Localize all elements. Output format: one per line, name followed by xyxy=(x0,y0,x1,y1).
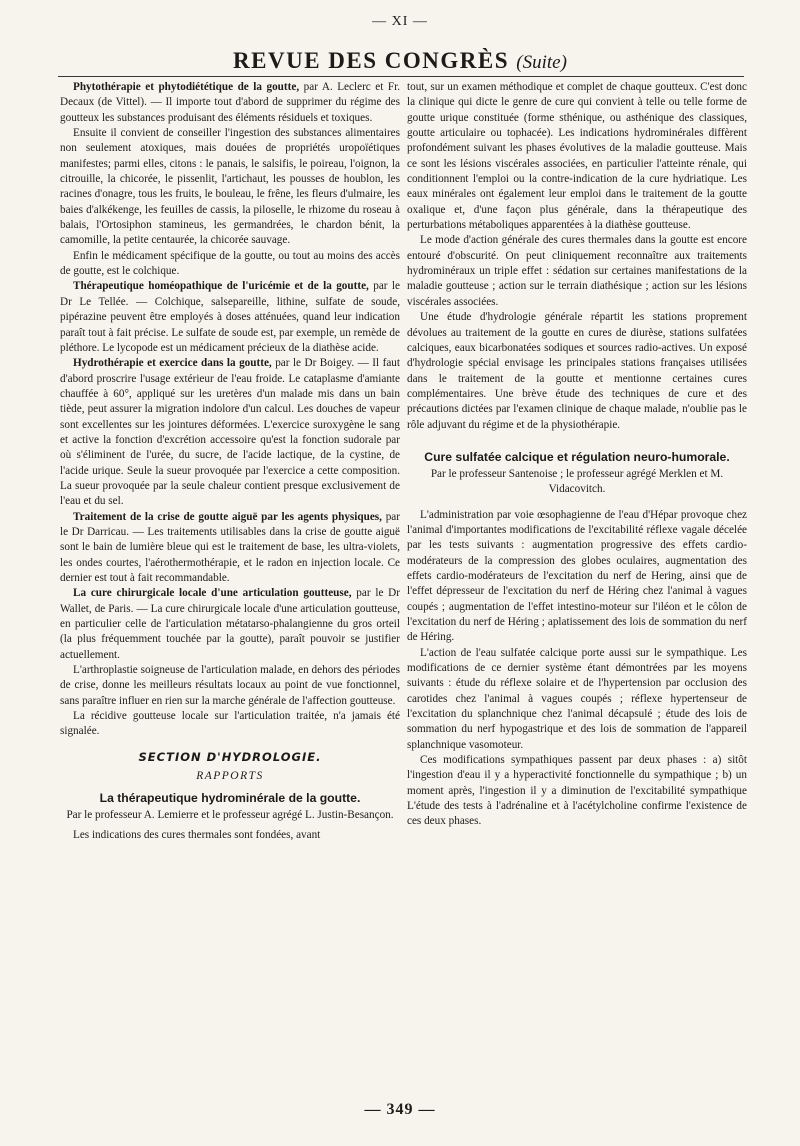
article-title: La cure chirurgicale locale d'une articulation goutteuse, xyxy=(73,587,352,600)
article-title: Phytothérapie et phytodiététique de la goutte, xyxy=(73,81,300,93)
spacer xyxy=(407,498,747,508)
paragraph-crise-goutte xyxy=(60,510,400,587)
report-authors: Par le professeur A. Lemierre et le professeur agrégé L. Justin-Besançon. xyxy=(66,809,394,822)
paragraph-hydrotherapie xyxy=(60,356,400,509)
paragraph: L'arthroplastie soigneuse de l'articulation malade, en dehors des périodes de crise, donne les meilleurs résultats locaux au point de vue fonctionnel, sans paraître influer en rien sur la marche générale de l'affection goutteuse. xyxy=(60,664,400,707)
article-authors: Par le professeur Santenoise ; le professeur agrégé Merklen et M. Vidacovitch. xyxy=(430,467,724,496)
article-body: par le Dr Wallet, de Paris. — La cure chirurgicale locale d'une articulation goutteuse, en particulier celle de l'articulation métatarso-phalangienne du gros orteil (la plus fréquemment touchée par la goutte), paraît pouvoir se justifier actuellement. xyxy=(60,587,400,661)
paragraph: Le mode d'action générale des cures thermales dans la goutte est encore entouré d'obscurité. On peut cliniquement reconnaître aux traitements hydrominéraux un triple effet : sédation sur certaines manifestations de la maladie goutteuse ; action sur le terrain diathésique ; action sur les lésions viscérales associées. xyxy=(407,234,747,308)
rapports-heading: RAPPORTS xyxy=(196,770,264,783)
paragraph: tout, sur un examen méthodique et complet de chaque goutteux. C'est donc la clinique qui dicte le genre de cure qui convient à telle ou telle forme de goutte urique constituée (forme sthénique, ou asthénique des classiques, goutte articulaire ou tophacée). Les indications hydrominérales diffèrent profondément suivant les phases évolutives de la maladie goutteuse. Mais ce sont les lésions viscérales associées, en particulier l'atteinte rénale, qui conditionnent l'emploi ou la contre-indication de la cure hydriatique. Les eaux minérales ont également leur emploi dans le traitement de la goutte oxalique et, d'une façon plus générale, dans la thérapeutique des perturbations métaboliques apparentées à la diathèse goutteuse. xyxy=(407,81,747,232)
page-title xyxy=(0,48,800,74)
paragraph: L'action de l'eau sulfatée calcique porte aussi sur le sympathique. Les modifications de ce dernier système étant démontrées par les moyens suivants : étude du réflexe solaire et de l'hypertension par occlusion des carotides chez l'animal à vagues coupés ; réflexe hypertenseur de l'excitation du splanchnique chez l'animal décapsulé ; étude des lois de sommation du nerf hypogastrique et des lois de sommation de l'appareil splanchnique vasomoteur. xyxy=(407,646,747,751)
title-main: REVUE DES CONGRÈS xyxy=(233,48,510,73)
report-title: La thérapeutique hydrominérale de la goutte. xyxy=(99,791,361,806)
paragraph: Ensuite il convient de conseiller l'ingestion des substances alimentaires non seulement atoxiques, mais douées de propriétés uropoïétiques manifestes; parmi elles, citons : le panais, le salsifis, le poireau, l'oignon, la citrouille, la chicorée, le pissenlit, l'artichaut, les pousses de houblon, les racines d'onagre, tous les fruits, le bouleau, le frêne, les fleurs d'ulmaire, les baies d'alkékenge, les feuilles de cassis, la piloselle, le rhizome du roseau à balais, l'Ortosiphon stamineus, les germandrées, le chardon bénit, la camomille, la petite centaurée, la chicorée sauvage. xyxy=(60,127,400,247)
paragraph: Les indications des cures thermales sont fondées, avant xyxy=(73,828,321,841)
right-column xyxy=(407,80,747,830)
section-heading: SECTION D'HYDROLOGIE. xyxy=(138,749,322,764)
article-title: Hydrothérapie et exercice dans la goutte, xyxy=(73,357,272,370)
article-body: par A. Leclerc et Fr. Decaux (de Vittel). — Il importe tout d'abord de supprimer du régime des goutteux les substances produisant des éléments résiduels et toxiques. xyxy=(60,81,400,124)
roman-page-number: — XI — xyxy=(372,14,428,29)
title-suffix: (Suite) xyxy=(516,52,567,73)
article-title: Thérapeutique homéopathique de l'uricémie et de la goutte, xyxy=(73,280,369,293)
article-body: par le Dr Boigey. — Il faut d'abord proscrire l'usage extérieur de l'eau froide. Le cataplasme d'amiante chauffée à 60°, appliqué sur les uretères d'un malade mis dans un bain tiède, peut assurer la migration indolore d'un calcul. Les douches de vapeur sont excellentes sur les jointures déformées. L'exercice suroxygène le sang et active la fonction d'excrétion accessoire qu'est la fonction sudorale par où s'éliminent de l'urée, du sucre, de l'acide lactique, de la cystine, de l'acide urique. Seule la sueur provoquée par l'exercice a cette composition. La sueur provoquée par la seule chaleur contient presque exclusivement de l'eau et du sel. xyxy=(60,357,401,508)
spacer xyxy=(407,433,747,443)
paragraph: Enfin le médicament spécifique de la goutte, ou tout au moins des accès de goutte, est le colchique. xyxy=(60,249,400,278)
article-heading: Cure sulfatée calcique et régulation neuro-humorale. xyxy=(424,449,730,464)
article-body: par le Dr Le Tellée. — Colchique, salsepareille, lithine, sulfate de soude, pipérazine peuvent être employés à doses atténuées, quand leur indication paraît tout à fait précise. Le sulfate de soude est, par exemple, un remède de pléthore. Le lycopode est un médicament précieux de la diathèse acide. xyxy=(60,280,400,354)
paragraph-cure-chirurgicale xyxy=(60,586,400,663)
paragraph: L'administration par voie œsophagienne de l'eau d'Hépar provoque chez l'animal d'importantes modifications de l'excitabilité réflexe vagale décelée par les tests suivants : augmentation progressive des effets cardio-modérateurs de la compression des globes oculaires, augmentation des effets cardio-modérateurs de l'excitation du nerf de Hering, ainsi que de l'effet dépresseur de l'excitation du nerf de Héring chez l'animal à vagues coupés ; augmentation de l'effet intestino-moteur sur l'iléon et le côlon de l'excitation du nerf de Héring ; aplatissement des lois de sommation du nerf de Héring. xyxy=(407,508,747,644)
paragraph-homeopathie xyxy=(60,279,400,356)
paragraph: Ces modifications sympathiques passent par deux phases : a) sitôt l'ingestion d'eau il y a hyperactivité fonctionnelle du sympathique ; b) un moment après, l'ingestion il y a diminution de l'excitabilité sympathique L'étude des tests à l'adrénaline et à l'acétylcholine confirme l'existence de ces deux phases. xyxy=(407,754,747,828)
article-body: par le Dr Darricau. — Les traitements utilisables dans la crise de goutte aiguë sont le bain de lumière bleue qui est le traitement de base, les ultra-violets, les ondes courtes, l'aérothermothérapie, et le radon en injection locale. Ce dernier est tout à fait recommandable. xyxy=(60,510,400,584)
left-column xyxy=(60,80,400,843)
page-number: — 349 — xyxy=(364,1101,436,1118)
title-rule xyxy=(58,76,744,77)
article-title: Traitement de la crise de goutte aiguë par les agents physiques, xyxy=(73,510,382,523)
paragraph: La récidive goutteuse locale sur l'articulation traitée, n'a jamais été signalée. xyxy=(60,710,400,738)
paragraph: Une étude d'hydrologie générale répartit les stations proprement dévolues au traitement de la goutte en cures de diurèse, stations sulfatées calciques, eaux bicarbonatées sodiques et sources radio-actives. Un exposé d'hydrologie spécial envisage les principales stations françaises utilisées dans le traitement de la goutte et mentionne certaines cures complémentaires. Une brève étude des techniques de cure et des précautions dictées par l'examen clinique de chaque malade, n'oublie pas le rôle adjuvant du régime et de la physiothérapie. xyxy=(407,311,747,431)
paragraph-phytotherapie xyxy=(60,80,400,126)
